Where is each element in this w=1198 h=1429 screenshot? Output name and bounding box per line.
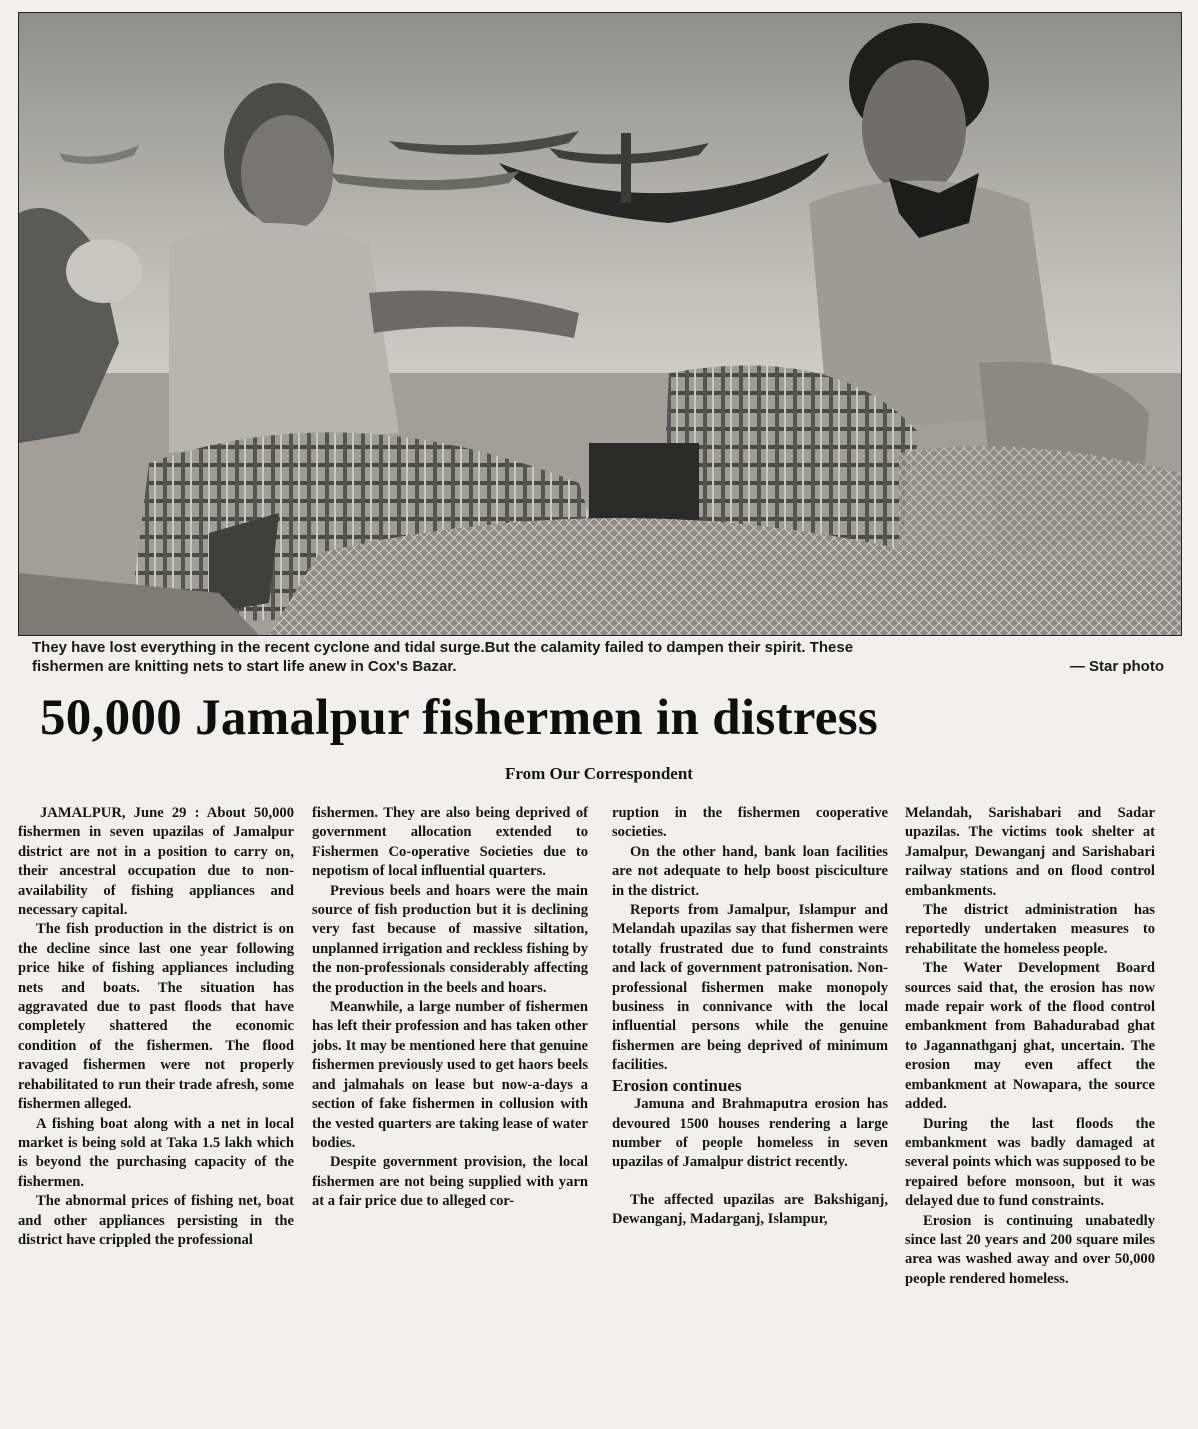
subheading: Erosion continues [612,1075,742,1095]
paragraph: The affected upazilas are Bakshiganj, Dewanganj, Madarganj, Islampur, [612,1191,888,1228]
caption-line-2 [32,657,1172,676]
news-photo [18,12,1182,636]
article-column-3 [612,804,888,1404]
photo-caption [32,638,1172,676]
paragraph: During the last floods the embankment was badly damaged at several points which was supposed to be repaired before monsoon, but it was delayed due to fund constraints. [905,1115,1155,1210]
byline: From Our Correspondent [505,764,693,783]
paragraph: The abnormal prices of fishing net, boat and other appliances persisting in the district have crippled the professional [18,1193,294,1248]
article-column-1 [18,804,294,1404]
headline: 50,000 Jamalpur fishermen in distress [40,690,879,746]
paragraph: Erosion is continuing unabatedly since last 20 years and 200 square miles area was washed away and over 50,000 people rendered homeless. [905,1212,1155,1287]
caption-line-1: They have lost everything in the recent cyclone and tidal surge.But the calamity failed to dampen their spirit. These [32,639,854,656]
paragraph: Meanwhile, a large number of fishermen has left their profession and has taken other jobs. It may be mentioned here that genuine fishermen previously used to get haors beels and jalmahals on lease but now-a-days a section of fake fishermen in collusion with the vested quarters are taking lease of water bodies. [312,999,588,1151]
paragraph: Melandah, Sarishabari and Sadar upazilas. The victims took shelter at Jamalpur, Dewanganj and Sarishabari railway stations and on flood control embankments. [905,805,1155,899]
article-column-2 [312,804,588,1404]
fishermen-photo-illustration [19,13,1181,635]
photo-credit: — Star photo [1069,658,1164,675]
paragraph: The fish production in the district is on the decline since last one year following price hike of fishing appliances including nets and boats. The situation has aggravated due to past floods that have completely shattered the economic condition of the fishermen. The flood ravaged fishermen were not properly rehabilitated to run their trade afresh, some fishermen alleged. [18,921,294,1113]
paragraph: Jamuna and Brahmaputra erosion has devoured 1500 houses rendering a large number of people homeless in seven upazilas of Jamalpur district recently. [612,1096,888,1171]
paragraph: Previous beels and hoars were the main source of fish production but it is declining very fast because of massive siltation, unplanned irrigation and reckless fishing by the non-professionals considerably affecting the production in the beels and hoars. [312,882,588,996]
paragraph: The district administration has reportedly undertaken measures to rehabilitate the homeless people. [905,902,1155,957]
paragraph: ruption in the fishermen cooperative societies. [612,805,888,841]
caption-line-2-text: fishermen are knitting nets to start life anew in Cox's Bazar. [32,658,457,675]
article-column-4 [905,804,1155,1404]
paragraph: JAMALPUR, June 29 : About 50,000 fishermen in seven upazilas of Jamalpur district are not in a position to carry on, their ancestral occupation due to non-availability of fishing appliances and necessary capital. [18,805,294,919]
paragraph: A fishing boat along with a net in local market is being sold at Taka 1.5 lakh which is beyond the purchasing capacity of the fishermen. [18,1115,294,1190]
paragraph: Reports from Jamalpur, Islampur and Melandah upazilas say that fishermen were totally frustrated due to fund constraints and lack of government patronisation. Non-professional fishermen make monopoly business in connivance with the local influential persons while the genuine fishermen are being deprived of minimum facilities. [612,902,888,1074]
paragraph: fishermen. They are also being deprived of government allocation extended to Fishermen Co-operative Societies due to nepotism of local influential quarters. [312,805,588,880]
paragraph: Despite government provision, the local fishermen are not being supplied with yarn at a fair price due to alleged cor- [312,1154,588,1210]
paragraph: On the other hand, bank loan facilities are not adequate to help boost pisciculture in the district. [612,843,888,899]
paragraph: The Water Development Board sources said that, the erosion has now made repair work of the flood control embankment from Bahadurabad ghat to Jagannathganj ghat, uncertain. The erosion may even affect the embankment at Nowapara, the source added. [905,960,1155,1113]
